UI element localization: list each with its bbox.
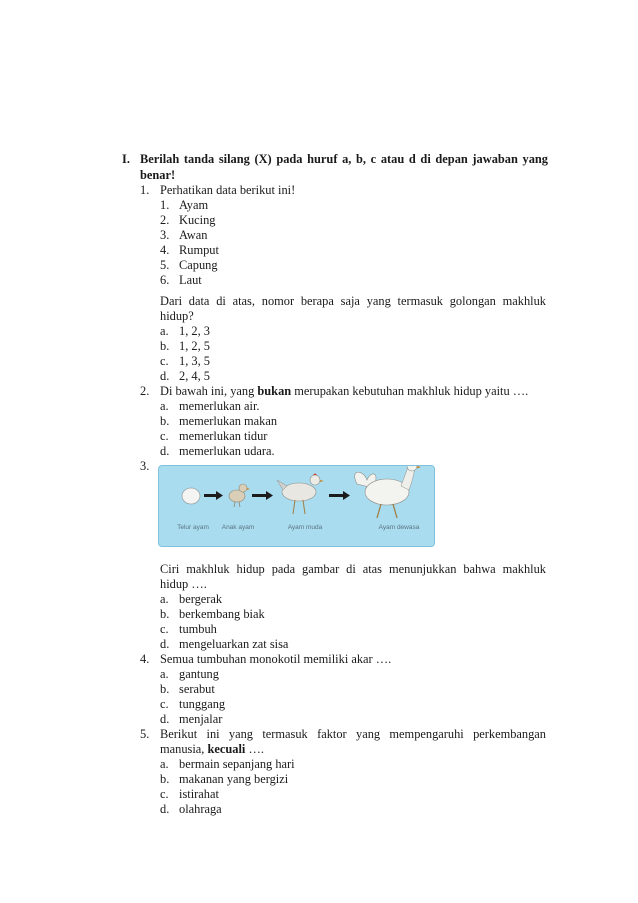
option-letter: a. (160, 324, 169, 338)
answer-option-b[interactable]: berkembang biak (179, 607, 265, 621)
arrow-icon (252, 491, 273, 500)
question-prompt-line2: hidup …. (160, 577, 207, 591)
answer-option-d[interactable]: olahraga (179, 802, 222, 816)
question-number: 4. (140, 652, 150, 666)
question-text-pre: manusia, (160, 742, 208, 756)
data-list-item: Capung (179, 258, 218, 272)
data-list-item: Kucing (179, 213, 216, 227)
answer-option-b[interactable]: 1, 2, 5 (179, 339, 210, 353)
answer-option-a[interactable]: bermain sepanjang hari (179, 757, 295, 771)
section-instruction-line2: benar! (140, 168, 176, 182)
data-list-number: 5. (160, 258, 170, 272)
answer-option-b[interactable]: memerlukan makan (179, 414, 278, 428)
option-letter: b. (160, 414, 170, 428)
data-list-number: 3. (160, 228, 170, 242)
rooster-icon (355, 466, 421, 518)
question-prompt-line1: Dari data di atas, nomor berapa saja yang termasuk golongan makhluk (160, 294, 546, 308)
egg-icon (182, 488, 200, 504)
arrow-icon (204, 491, 223, 500)
data-list-number: 4. (160, 243, 170, 257)
question-keyword: kecuali (207, 742, 246, 756)
answer-option-c[interactable]: istirahat (179, 787, 219, 801)
question-prompt-line1: Ciri makhluk hidup pada gambar di atas menunjukkan bahwa makhluk (160, 562, 546, 576)
question-text-line1: Berikut ini yang termasuk faktor yang mempengaruhi perkembangan (160, 727, 546, 741)
option-letter: a. (160, 592, 169, 606)
data-list-number: 1. (160, 198, 170, 212)
answer-option-a[interactable]: 1, 2, 3 (179, 324, 210, 338)
figure-label-young-chicken: Ayam muda (287, 524, 323, 531)
chick-icon (229, 484, 250, 507)
data-list-number: 6. (160, 273, 170, 287)
answer-option-d[interactable]: 2, 4, 5 (179, 369, 210, 383)
option-letter: b. (160, 339, 170, 353)
answer-option-a[interactable]: bergerak (179, 592, 223, 606)
option-letter: c. (160, 787, 169, 801)
answer-option-c[interactable]: 1, 3, 5 (179, 354, 210, 368)
question-number: 2. (140, 384, 150, 398)
question-text: Perhatikan data berikut ini! (160, 183, 296, 197)
option-letter: d. (160, 369, 170, 383)
answer-option-b[interactable]: makanan yang bergizi (179, 772, 289, 786)
section-number: I. (122, 152, 130, 166)
question-text: Semua tumbuhan monokotil memiliki akar …. (160, 652, 392, 666)
young-chicken-icon (277, 474, 324, 515)
option-letter: a. (160, 667, 169, 681)
answer-option-d[interactable]: menjalar (179, 712, 223, 726)
question-text (160, 384, 528, 399)
answer-option-c[interactable]: memerlukan tidur (179, 429, 268, 443)
option-letter: a. (160, 399, 169, 413)
figure-label-chick: Anak ayam (221, 524, 255, 531)
chicken-life-cycle-figure (158, 465, 435, 547)
option-letter: b. (160, 682, 170, 696)
question-text-post: …. (245, 742, 264, 756)
figure-label-adult-chicken: Ayam dewasa (378, 524, 420, 531)
option-letter: c. (160, 697, 169, 711)
answer-option-d[interactable]: memerlukan udara. (179, 444, 275, 458)
question-text-post: merupakan kebutuhan makhluk hidup yaitu …. (291, 384, 529, 398)
data-list-number: 2. (160, 213, 170, 227)
option-letter: c. (160, 429, 169, 443)
question-keyword: bukan (257, 384, 292, 398)
option-letter: c. (160, 354, 169, 368)
answer-option-b[interactable]: serabut (179, 682, 215, 696)
answer-option-a[interactable]: gantung (179, 667, 219, 681)
data-list-item: Laut (179, 273, 202, 287)
question-number: 1. (140, 183, 150, 197)
section-instruction-line1: Berilah tanda silang (X) pada huruf a, b, c atau d di depan jawaban yang (140, 152, 548, 166)
option-letter: a. (160, 757, 169, 771)
option-letter: b. (160, 772, 170, 786)
question-prompt-line2: hidup? (160, 309, 194, 323)
data-list-item: Awan (179, 228, 208, 242)
option-letter: d. (160, 444, 170, 458)
answer-option-d[interactable]: mengeluarkan zat sisa (179, 637, 289, 651)
data-list-item: Rumput (179, 243, 219, 257)
option-letter: d. (160, 802, 170, 816)
option-letter: b. (160, 607, 170, 621)
life-cycle-illustration (159, 466, 434, 546)
option-letter: d. (160, 637, 170, 651)
data-list-item: Ayam (179, 198, 209, 212)
figure-label-egg: Telur ayam (177, 524, 209, 531)
question-text-pre: Di bawah ini, yang (160, 384, 258, 398)
answer-option-c[interactable]: tunggang (179, 697, 226, 711)
question-number: 5. (140, 727, 150, 741)
arrow-icon (329, 491, 350, 500)
question-text-line2 (160, 742, 264, 757)
question-number: 3. (140, 459, 150, 473)
option-letter: d. (160, 712, 170, 726)
answer-option-a[interactable]: memerlukan air. (179, 399, 260, 413)
option-letter: c. (160, 622, 169, 636)
answer-option-c[interactable]: tumbuh (179, 622, 217, 636)
